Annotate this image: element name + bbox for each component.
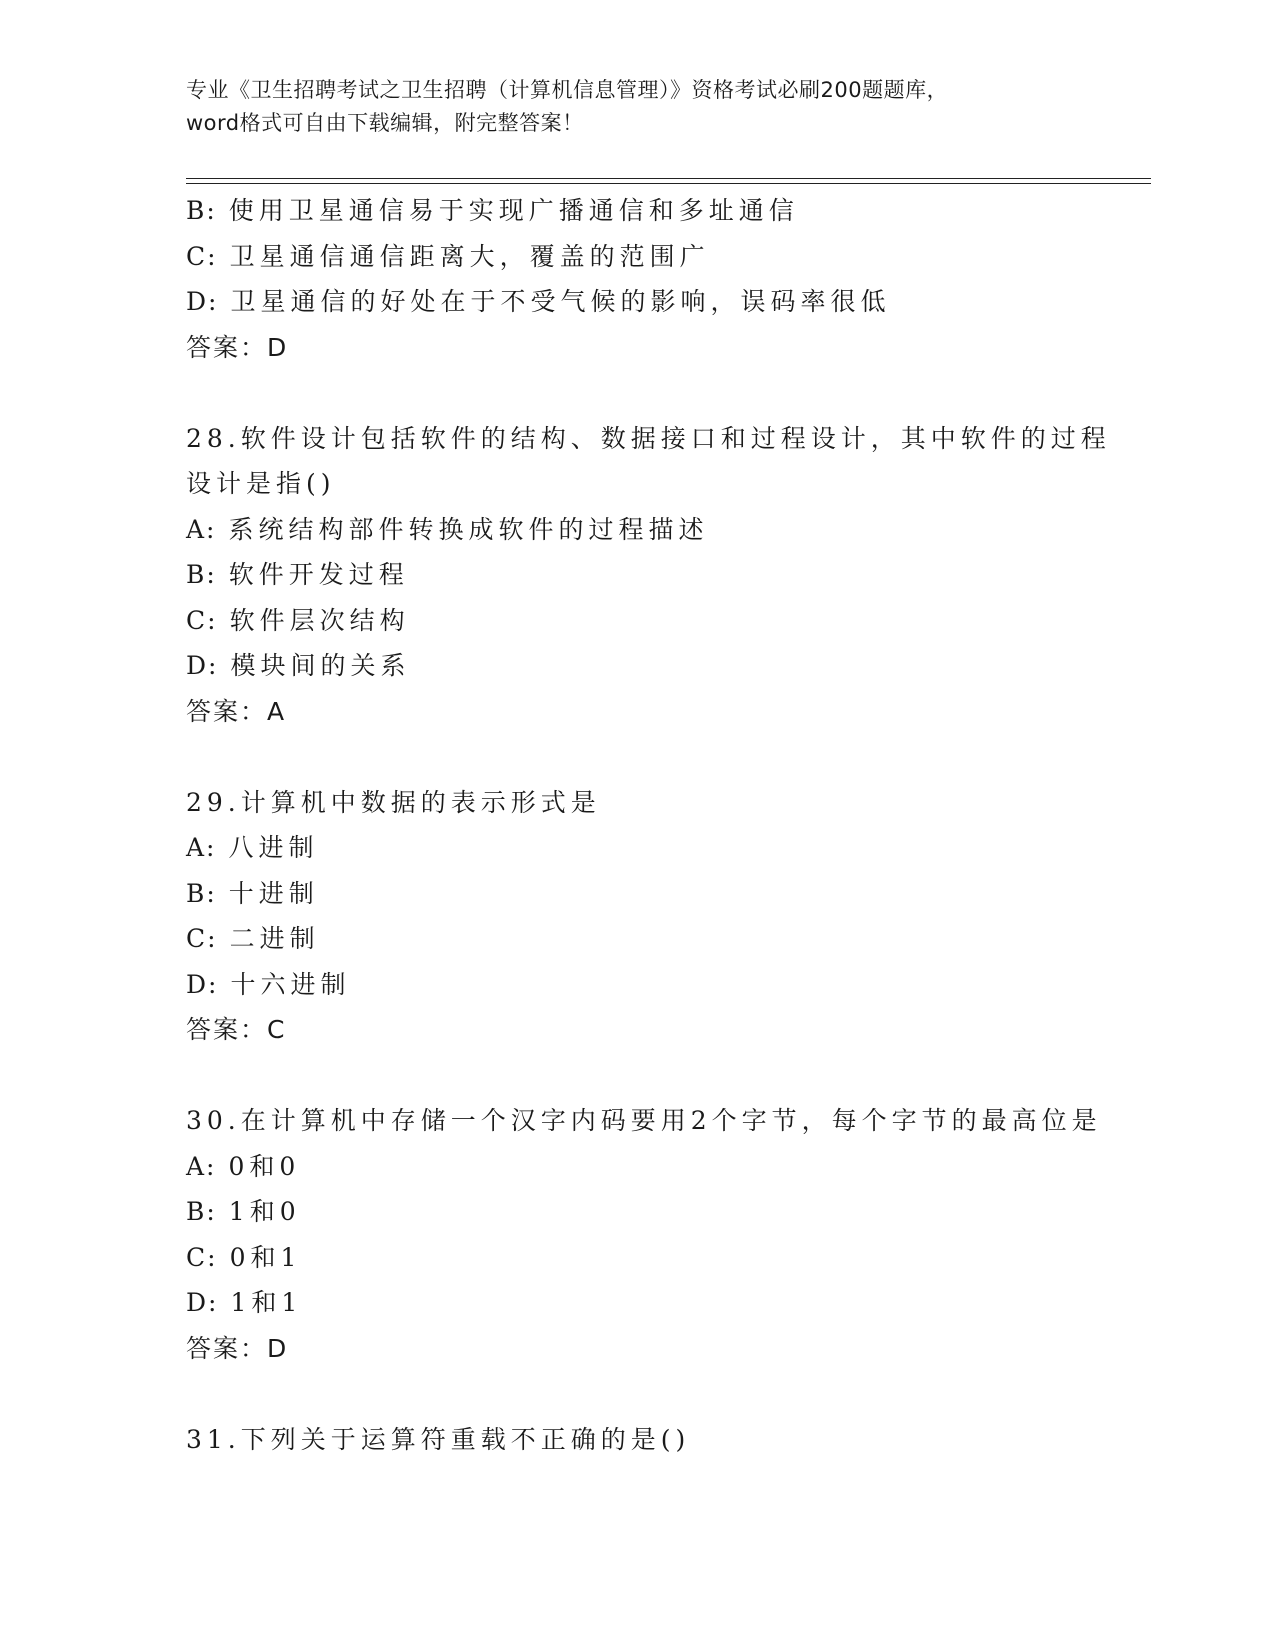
option-d: D: 模块间的关系 [186, 651, 411, 680]
option-a: A: 八进制 [186, 833, 319, 862]
question-stem: 29.计算机中数据的表示形式是 [186, 787, 601, 817]
answer: 答案：C [186, 1015, 287, 1044]
option-b: B: 十进制 [186, 878, 319, 908]
question-31 [186, 1417, 1086, 1463]
option-c: C: 0和1 [186, 1242, 302, 1272]
option-c: C: 二进制 [186, 924, 320, 953]
spacer [186, 1371, 1086, 1417]
question-29 [186, 780, 1086, 1053]
question-30 [186, 1098, 1102, 1371]
header-title-line-1: 专业《卫生招聘考试之卫生招聘（计算机信息管理）》资格考试必刷200题题库， [186, 78, 949, 102]
option-a: A: 系统结构部件转换成软件的过程描述 [186, 514, 709, 544]
option-d: D: 1和1 [186, 1288, 303, 1317]
option-a: A: 0和0 [186, 1151, 301, 1181]
option-c: C: 软件层次结构 [186, 605, 410, 635]
spacer [186, 734, 1086, 780]
header-divider-top [186, 178, 1151, 179]
option-d: D: 卫星通信的好处在于不受气候的影响，误码率很低 [186, 287, 891, 316]
question-28 [186, 416, 1111, 735]
option-b: B: 软件开发过程 [186, 560, 409, 589]
question-stem: 30.在计算机中存储一个汉字内码要用2个字节，每个字节的最高位是 [186, 1106, 1102, 1135]
option-d: D: 十六进制 [186, 969, 351, 999]
header-title-line-2: word格式可自由下载编辑，附完整答案！ [186, 111, 584, 135]
spacer [186, 370, 1086, 416]
option-b: B: 1和0 [186, 1197, 301, 1226]
question-stem: 28.软件设计包括软件的结构、数据接口和过程设计，其中软件的过程 [186, 423, 1111, 453]
document-header [186, 74, 1086, 140]
question-stem-continued: 设计是指() [186, 469, 336, 498]
question-list [186, 188, 1111, 1462]
option-b: B: 使用卫星通信易于实现广播通信和多址通信 [186, 196, 799, 225]
answer: 答案：A [186, 696, 287, 726]
answer: 答案：D [186, 1333, 289, 1363]
question-27 [186, 188, 1086, 370]
answer: 答案：D [186, 332, 289, 362]
option-c: C: 卫星通信通信距离大，覆盖的范围广 [186, 241, 710, 271]
question-stem: 31.下列关于运算符重载不正确的是() [186, 1424, 691, 1454]
spacer [186, 1053, 1086, 1099]
header-divider-bottom [186, 183, 1151, 184]
